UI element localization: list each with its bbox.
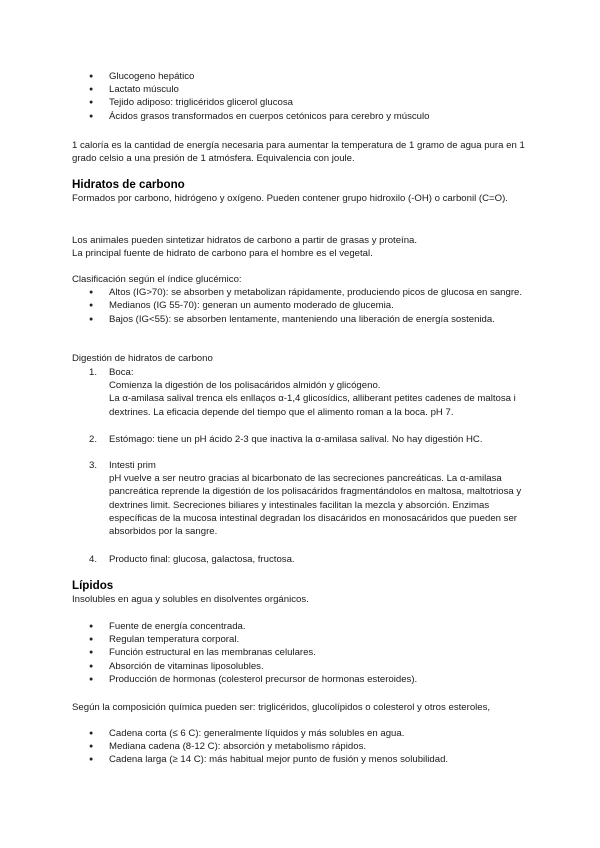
list-item	[72, 313, 532, 326]
list-item	[72, 633, 532, 646]
item-number: 1.	[89, 367, 98, 378]
list-item-text: Función estructural en las membranas celulares.	[109, 647, 316, 659]
numbered-item	[72, 553, 532, 566]
list-item	[72, 70, 532, 83]
digestion-item-1	[72, 366, 532, 419]
list-item-text: Absorción de vitaminas liposolubles.	[109, 660, 264, 672]
item-title: Boca:	[109, 367, 134, 378]
digestion-block	[72, 352, 532, 365]
hidratos-intro: Formados por carbono, hidrógeno y oxígeno. Pueden contener grupo hidroxilo (-OH) o carbonil (C=O).	[72, 193, 508, 204]
clasificacion-title: Clasificación según el índice glucémico:	[72, 274, 242, 285]
item-line: La α-amilasa salival trenca els enllaços α-1,4 glicosídics, alliberant petites cadenes de maltosa i dextrines. La eficacia depende del tiempo que el alimento roman a la boca. pH 7.	[109, 393, 516, 418]
list-item-text: Regulan temperatura corporal.	[109, 634, 240, 646]
digestion-title: Digestión de hidratos de carbono	[72, 353, 213, 364]
item-number: 2.	[89, 434, 98, 445]
lipidos-funciones-list	[72, 620, 532, 686]
list-item	[72, 673, 532, 686]
list-item-text: Medianos (IG 55-70): generan un aumento moderado de glucemia.	[109, 300, 394, 312]
list-item	[72, 286, 532, 299]
list-item	[72, 96, 532, 109]
numbered-item	[72, 366, 532, 419]
list-item	[72, 646, 532, 659]
item-number: 4.	[89, 554, 98, 565]
list-item-text: Producción de hormonas (colesterol precursor de hormonas esteroides).	[109, 673, 418, 685]
list-item	[72, 110, 532, 123]
list-item	[72, 83, 532, 96]
list-item	[72, 753, 532, 766]
list-item-text: Tejido adiposo: triglicéridos glicerol glucosa	[109, 97, 293, 109]
list-item-text: Mediana cadena (8-12 C): absorción y metabolismo rápidos.	[109, 741, 367, 753]
numbered-item	[72, 433, 532, 446]
caloria-paragraph-block	[72, 139, 532, 165]
caloria-paragraph: 1 caloría es la cantidad de energía necesaria para aumentar la temperatura de 1 gramo de agua pura en 1 grado celsio a una presión de 1 atmósfera. Equivalencia con joule.	[72, 140, 525, 165]
list-item-text: Ácidos grasos transformados en cuerpos cetónicos para cerebro y músculo	[109, 110, 430, 122]
composicion-paragraph: Según la composición química pueden ser: triglicéridos, glucolípidos o colesterol y otros esteroles,	[72, 702, 491, 713]
hidratos-line-1: Los animales pueden sintetizar hidratos de carbono a partir de grasas y proteína.	[72, 235, 418, 246]
composicion-block	[72, 701, 532, 714]
list-item	[72, 299, 532, 312]
list-item-text: Glucogeno hepático	[109, 71, 195, 82]
list-item	[72, 727, 532, 740]
top-bullet-list	[72, 70, 532, 123]
item-title: Intesti prim	[109, 460, 156, 471]
hidratos-lines	[72, 234, 532, 260]
list-item-text: Fuente de energía concentrada.	[109, 621, 246, 632]
list-item	[72, 660, 532, 673]
hidratos-section	[72, 178, 532, 205]
clasificacion-list	[72, 286, 532, 326]
item-title: Estómago: tiene un pH ácido 2-3 que inactiva la α-amilasa salival. No hay digestión HC.	[109, 434, 483, 445]
clasificacion-block	[72, 273, 532, 326]
list-item-text: Cadena corta (≤ 6 C): generalmente líquidos y más solubles en agua.	[109, 728, 405, 739]
item-line: Comienza la digestión de los polisacáridos almidón y glicógeno.	[109, 380, 381, 392]
list-item	[72, 620, 532, 633]
cadenas-list	[72, 727, 532, 767]
item-line: pH vuelve a ser neutro gracias al bicarbonato de las secreciones pancreáticas. La α-amilasa pancreática reprende la digestión de los polisacáridos fragmentándolos en maltosa, maltotriosa y dextrines limit. Secreciones biliares y intestinales facilitan la mezcla y absorción. Enzimas específicas de la mucosa intestinal degradan los disacáridos en monosacáridos que pueden ser absorbidos por la sangre.	[109, 473, 522, 538]
lipidos-section	[72, 579, 532, 606]
digestion-item-4	[72, 553, 532, 566]
section-heading-lipidos: Lípidos	[72, 579, 114, 592]
item-title: Producto final: glucosa, galactosa, fructosa.	[109, 554, 295, 565]
list-item	[72, 740, 532, 753]
lipidos-intro: Insolubles en agua y solubles en disolventes orgánicos.	[72, 594, 309, 605]
digestion-item-2	[72, 433, 532, 446]
numbered-item	[72, 459, 532, 538]
list-item-text: Bajos (IG<55): se absorben lentamente, manteniendo una liberación de energía sostenida.	[109, 313, 495, 325]
list-item-text: Lactato músculo	[109, 84, 179, 96]
section-heading-hidratos: Hidratos de carbono	[72, 178, 185, 191]
item-number: 3.	[89, 460, 98, 471]
list-item-text: Altos (IG>70): se absorben y metabolizan rápidamente, produciendo picos de glucosa en sangre.	[109, 287, 523, 299]
digestion-item-3	[72, 459, 532, 538]
hidratos-line-2: La principal fuente de hidrato de carbono para el hombre es el vegetal.	[72, 248, 373, 260]
list-item-text: Cadena larga (≥ 14 C): más habitual mejor punto de fusión y menos solubilidad.	[109, 754, 449, 766]
